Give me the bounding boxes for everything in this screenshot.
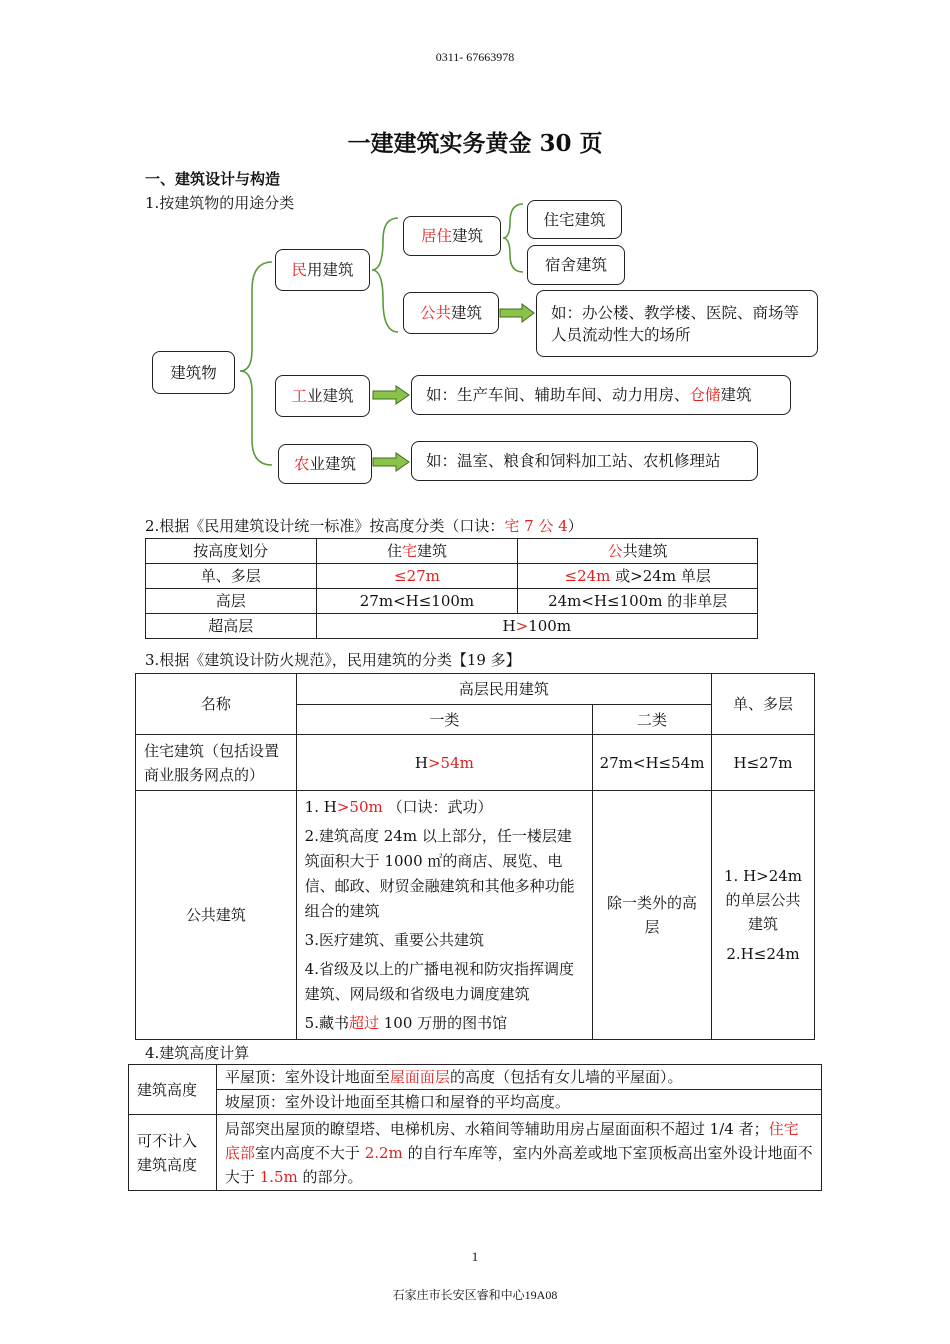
- table-cell: 平屋顶：室外设计地面至屋面面层的高度（包括有女儿墙的平屋面）。: [216, 1065, 821, 1090]
- table-cell: 超高层: [146, 614, 317, 639]
- table-cell: 公共建筑: [518, 539, 758, 564]
- table-cell: 住宅建筑（包括设置商业服务网点的）: [136, 735, 297, 791]
- agri-desc-box: 如：温室、粮食和饲料加工站、农机修理站: [411, 441, 758, 481]
- table-cell: ≤24m 或>24m 单层: [518, 564, 758, 589]
- table-cell: 建筑高度: [129, 1065, 217, 1115]
- table-row: [146, 539, 758, 564]
- height-class-caption: 2.根据《民用建筑设计统一标准》按高度分类（口诀：宅 7 公 4）: [145, 517, 583, 535]
- table-row: [136, 735, 815, 791]
- table-cell: 1. H>50m （口诀：武功） 2.建筑高度 24m 以上部分，任一楼层建筑面积大于 1000 ㎡的商店、展览、电信、邮政、财贸金融建筑和其他多种功能组合的建筑 3.医疗建筑、重要公共建筑 4.省级及以上的广播电视和防灾指挥调度建筑、网局级和省级电力调度建筑 5.藏书超过 100 万册的图书馆: [296, 791, 592, 1040]
- height-class-table: [145, 538, 758, 639]
- header-phone: 0311- 67663978: [435, 50, 515, 64]
- table-cell: 27m<H≤54m: [593, 735, 712, 791]
- table-row: [136, 674, 815, 705]
- house-box: 住宅建筑: [527, 200, 622, 239]
- table-cell: ≤27m: [316, 564, 518, 589]
- classification-caption: 1.按建筑物的用途分类: [145, 194, 295, 212]
- table-row: [146, 564, 758, 589]
- table-row: [146, 589, 758, 614]
- table-cell: 一类: [296, 705, 592, 735]
- table-cell: 单、多层: [712, 674, 815, 735]
- arrow-agri: [373, 453, 409, 471]
- public-box: 公共 建筑: [403, 292, 499, 334]
- page-title: 一建建筑实务黄金 30 页: [347, 130, 603, 157]
- table-cell: 高层民用建筑: [296, 674, 711, 705]
- residential-brace: [503, 204, 523, 272]
- table-cell: 公共建筑: [136, 791, 297, 1040]
- public-desc-box: 如：办公楼、教学楼、医院、商场等人员流动性大的场所: [536, 290, 818, 357]
- table-cell: 24m<H≤100m 的非单层: [518, 589, 758, 614]
- dorm-box: 宿舍建筑: [527, 245, 625, 285]
- table-cell: 高层: [146, 589, 317, 614]
- table-cell: 坡屋顶：室外设计地面至其檐口和屋脊的平均高度。: [216, 1090, 821, 1115]
- table-row: [136, 791, 815, 1040]
- civil-building-box: 民 用建筑: [275, 249, 370, 291]
- table-cell: 名称: [136, 674, 297, 735]
- agri-box: 农 业建筑: [278, 444, 372, 484]
- table-cell: 二类: [593, 705, 712, 735]
- fire-class-caption: 3.根据《建筑设计防火规范》，民用建筑的分类【19 多】: [145, 651, 521, 669]
- table-cell: 住宅建筑: [316, 539, 518, 564]
- table-row: [129, 1090, 822, 1115]
- arrow-industrial: [373, 386, 409, 404]
- table-cell: H>54m: [296, 735, 592, 791]
- footer-address: 石家庄市长安区睿和中心19A08: [392, 1288, 558, 1302]
- table-cell: 按高度划分: [146, 539, 317, 564]
- page-number: 1: [471, 1249, 479, 1264]
- section-heading: 一、建筑设计与构造: [145, 170, 281, 188]
- industrial-desc-box: 如：生产车间、辅助车间、动力用房、 仓储 建筑: [411, 375, 791, 415]
- table-row: [129, 1065, 822, 1090]
- table-cell: 局部突出屋顶的瞭望塔、电梯机房、水箱间等辅助用房占屋面面积不超过 1/4 者；住宅底部室内高度不大于 2.2m 的自行车库等，室内外高差或地下室顶板高出室外设计地面不大于 1.5m 的部分。: [216, 1115, 821, 1191]
- table-cell: 27m<H≤100m: [316, 589, 518, 614]
- root-building-box: 建筑物: [152, 351, 235, 394]
- industrial-box: 工 业建筑: [275, 375, 370, 417]
- fire-class-table: [135, 673, 815, 1040]
- civil-brace: [372, 218, 398, 332]
- height-calc-table: [128, 1064, 822, 1191]
- root-brace: [240, 262, 272, 465]
- residential-box: 居住 建筑: [403, 216, 501, 256]
- table-cell: 1. H>24m 的单层公共建筑 2.H≤24m: [712, 791, 815, 1040]
- table-row: [146, 614, 758, 639]
- table-cell: 除一类外的高层: [593, 791, 712, 1040]
- table-cell: H≤27m: [712, 735, 815, 791]
- table-cell: 单、多层: [146, 564, 317, 589]
- height-calc-caption: 4.建筑高度计算: [145, 1044, 250, 1062]
- table-row: [129, 1115, 822, 1191]
- arrow-public: [500, 304, 534, 322]
- table-cell: 可不计入建筑高度: [129, 1115, 217, 1191]
- table-cell: H>100m: [316, 614, 757, 639]
